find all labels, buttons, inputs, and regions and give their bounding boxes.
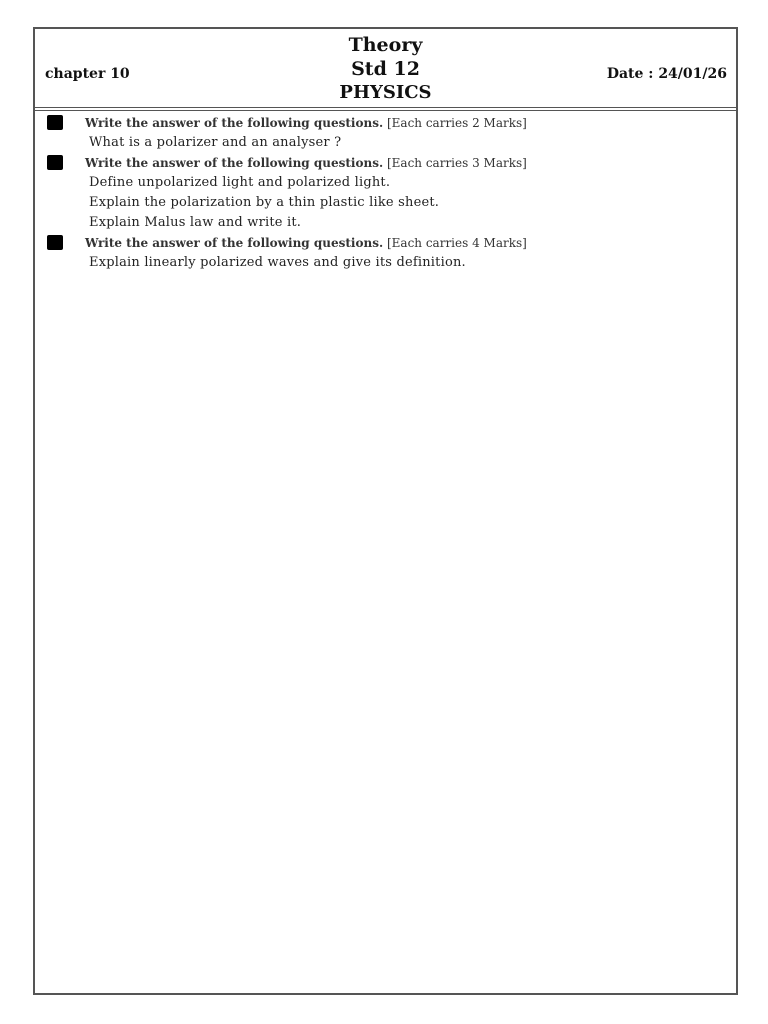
marks-text: [Each carries 2 Marks] [386,116,527,130]
section-3-marks [35,153,736,233]
title-standard: Std 12 [351,58,420,80]
section-instruction [85,113,527,133]
date-label: Date : 24/01/26 [606,66,727,82]
square-bullet-icon [47,235,63,250]
page-frame [33,27,738,995]
section-heading [35,153,736,173]
section-instruction [85,153,527,173]
title-theory: Theory [348,34,423,56]
chapter-label: chapter 10 [45,66,130,82]
instruction-text: Write the answer of the following questions. [85,116,384,130]
question-item: Explain the polarization by a thin plastic like sheet. [89,195,440,210]
question-list [35,113,736,273]
marks-text: [Each carries 3 Marks] [386,156,527,170]
section-4-marks [35,233,736,273]
page-header [35,29,736,107]
section-heading [35,113,736,133]
question-item: What is a polarizer and an analyser ? [89,135,342,150]
header-divider-top [35,107,736,108]
question-item: Define unpolarized light and polarized light. [89,175,391,190]
square-bullet-icon [47,155,63,170]
square-bullet-icon [47,115,63,130]
instruction-text: Write the answer of the following questions. [85,236,384,250]
marks-text: [Each carries 4 Marks] [386,236,527,250]
header-divider-bottom [35,110,736,111]
question-item: Explain Malus law and write it. [89,215,302,230]
instruction-text: Write the answer of the following questions. [85,156,384,170]
title-subject: PHYSICS [339,82,432,103]
section-2-marks [35,113,736,153]
section-instruction [85,233,527,253]
section-heading [35,233,736,253]
question-item: Explain linearly polarized waves and give its definition. [89,255,466,270]
